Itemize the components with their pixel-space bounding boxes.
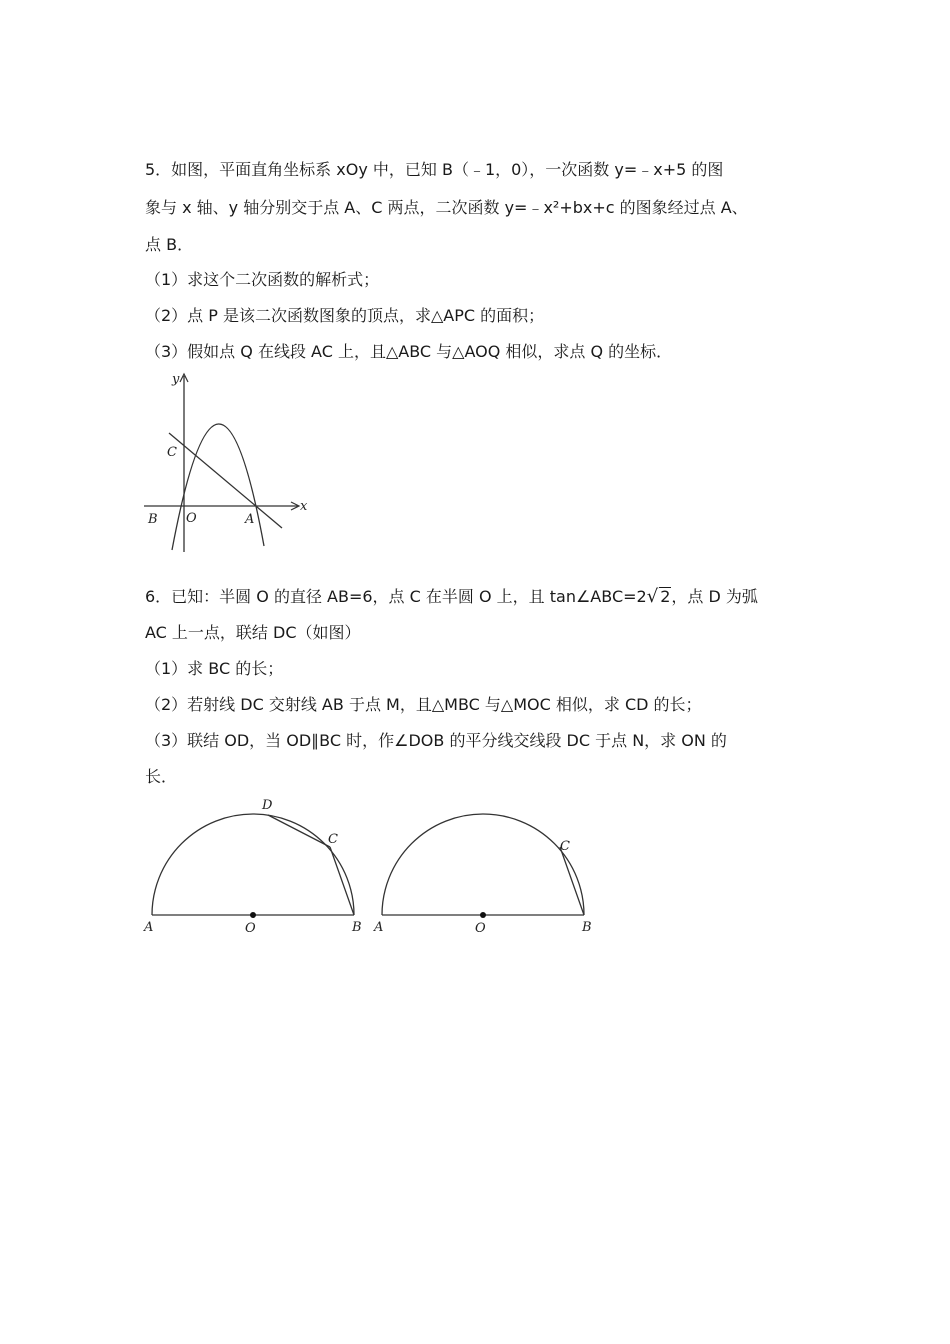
label-o: O [186, 511, 197, 526]
problem6-question2: （2）若射线 DC 交射线 AB 于点 M，且△MBC 与△MOC 相似，求 CD 的长； [145, 695, 702, 714]
center-point-o [250, 912, 256, 918]
problem6-statement-line1-post: ，点 D 为弧 [671, 587, 758, 606]
problem5-question2: （2）点 P 是该二次函数图象的顶点，求△APC 的面积； [145, 306, 545, 325]
problem6-question3-line1: （3）联结 OD，当 OD∥BC 时，作∠DOB 的平分线交线段 DC 于点 N，求 ON 的 [145, 731, 727, 750]
sqrt-radicand: 2 [660, 587, 671, 606]
problem5-parabola-figure [140, 368, 315, 558]
label-c: C [167, 445, 177, 460]
problem6-semicircle-figure-left [140, 795, 380, 940]
label-y: y [172, 372, 180, 387]
problem5-statement-line3: 点 B． [145, 235, 194, 254]
label-a: A [245, 512, 255, 527]
problem6-statement-line1-pre: 6．已知：半圆 O 的直径 AB=6，点 C 在半圆 O 上，且 tan∠ABC=2 [145, 587, 647, 606]
problem5-question1: （1）求这个二次函数的解析式； [145, 270, 380, 289]
problem6-statement-line2: AC 上一点，联结 DC（如图） [145, 623, 361, 642]
label-c: C [560, 839, 570, 854]
center-point-o [480, 912, 486, 918]
problem5-statement-line2: 象与 x 轴、y 轴分别交于点 A、C 两点，二次函数 y=﹣x²+bx+c 的图象经过点 A、 [145, 198, 748, 217]
parabola-curve [172, 424, 264, 550]
label-b: B [148, 512, 158, 527]
chord-cb [560, 847, 584, 915]
label-c: C [328, 832, 338, 847]
problem6-statement-line1 [145, 587, 758, 607]
sqrt-symbol: √ 2 [646, 586, 671, 607]
label-b: B [582, 920, 592, 935]
problem5-question3: （3）假如点 Q 在线段 AC 上，且△ABC 与△AOQ 相似，求点 Q 的坐标． [145, 342, 673, 361]
semicircle-arc [152, 814, 354, 915]
problem6-question1: （1）求 BC 的长； [145, 659, 284, 678]
semicircle-arc [382, 814, 584, 915]
problem6-semicircle-figure-right [370, 795, 610, 940]
label-o: O [475, 921, 486, 936]
label-a: A [374, 920, 384, 935]
chord-cb [330, 847, 354, 915]
label-x: x [300, 499, 308, 514]
label-a: A [144, 920, 154, 935]
label-d: D [262, 798, 273, 813]
label-b: B [352, 920, 362, 935]
problem5-statement-line1: 5．如图，平面直角坐标系 xOy 中，已知 B（﹣1，0），一次函数 y=﹣x+5 的图 [145, 160, 724, 179]
problem6-question3-line2: 长． [145, 767, 178, 786]
chord-dc [268, 815, 330, 847]
label-o: O [245, 921, 256, 936]
